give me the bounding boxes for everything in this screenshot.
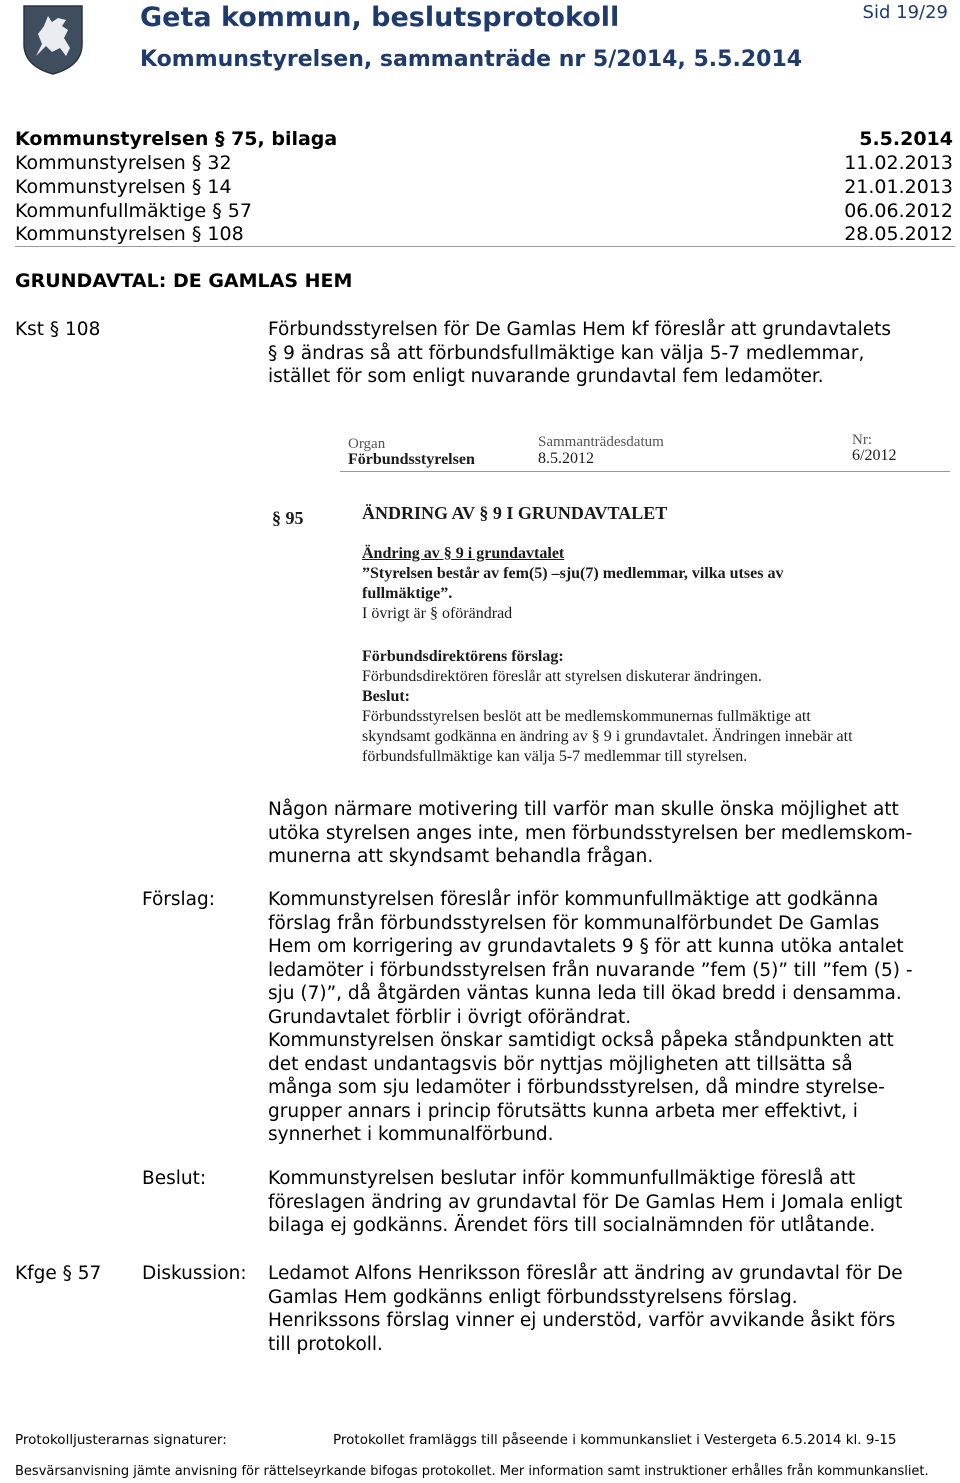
text-line: Någon närmare motivering till varför man skulle önska möjlighet att: [268, 799, 899, 820]
footer-signatures: Protokolljusterarnas signaturer:: [15, 1432, 227, 1448]
reference-date: 5.5.2014: [859, 128, 953, 150]
section-heading: GRUNDAVTAL: DE GAMLAS HEM: [15, 270, 353, 292]
scan-rule: [340, 471, 950, 472]
scan-text: Förbundsdirektören föreslår att styrelsen diskuterar ändringen.: [362, 668, 762, 685]
scan-section-title: ÄNDRING AV § 9 I GRUNDAVTALET: [362, 503, 668, 523]
text-line: många som sju ledamöter i förbundsstyrelsen, då mindre styrelse-: [268, 1077, 885, 1098]
scan-text: förbundsfullmäktige kan välja 5-7 medlemmar till styrelsen.: [362, 748, 748, 765]
scan-text: skyndsamt godkänna en ändring av § 9 i grundavtalet. Ändringen innebär att: [362, 728, 853, 745]
scan-date: 8.5.2012: [538, 450, 594, 467]
reference-date: 21.01.2013: [844, 176, 953, 198]
text-line: utöka styrelsen anges inte, men förbundsstyrelsen ber medlemskom-: [268, 822, 913, 844]
scan-date-label: Sammanträdesdatum: [538, 434, 664, 450]
scan-subheading: Ändring av § 9 i grundavtalet: [362, 545, 565, 562]
scan-nr: 6/2012: [852, 447, 897, 464]
beslut-label: Beslut:: [142, 1168, 207, 1189]
reference-date: 28.05.2012: [844, 223, 953, 245]
scan-text: I övrigt är § oförändrad: [362, 605, 513, 622]
text-line: förslag från förbundsstyrelsen för kommunalförbundet De Gamlas: [268, 912, 880, 934]
text-line: ledamöter i förbundsstyrelsen från nuvarande ”fem (5)” till ”fem (5) -: [268, 959, 913, 981]
text-line: Kommunstyrelsen föreslår inför kommunfullmäktige att godkänna: [268, 889, 879, 910]
scan-quote: fullmäktige”.: [362, 585, 453, 602]
text-line: sju (7)”, då åtgärden väntas kunna leda till ökad bredd i densamma.: [268, 983, 902, 1004]
reference-label: Kommunstyrelsen § 32: [15, 152, 232, 174]
kst-paragraph: [268, 318, 958, 389]
divider: [15, 246, 955, 247]
forslag-paragraph: [268, 888, 958, 1147]
scan-organ: Förbundsstyrelsen: [348, 451, 475, 468]
scan-nr-label: Nr:: [852, 432, 872, 448]
diskussion-label: Diskussion:: [142, 1263, 247, 1284]
text-line: munerna att skyndsamt behandla frågan.: [268, 846, 654, 867]
motivation-paragraph: [268, 798, 958, 869]
text-line: Förbundsstyrelsen för De Gamlas Hem kf föreslår att grundavtalets: [268, 319, 892, 340]
kst-label: Kst § 108: [15, 319, 101, 340]
text-line: Hem om korrigering av grundavtalets 9 § för att kunna utöka antalet: [268, 936, 904, 957]
text-line: det endast undantagsvis bör nyttjas möjligheten att tillsätta så: [268, 1053, 853, 1075]
scan-subheading: Förbundsdirektörens förslag:: [362, 648, 564, 665]
text-line: Kommunstyrelsen önskar samtidigt också påpeka ståndpunkten att: [268, 1030, 894, 1051]
reference-label: Kommunstyrelsen § 75, bilaga: [15, 128, 338, 150]
document-subtitle: Kommunstyrelsen, sammanträde nr 5/2014, 5.5.2014: [140, 47, 803, 72]
text-line: Henrikssons förslag vinner ej understöd, varför avvikande åsikt förs: [268, 1310, 896, 1331]
beslut-paragraph: [268, 1167, 958, 1238]
text-line: istället för som enligt nuvarande grundavtal fem ledamöter.: [268, 366, 824, 387]
text-line: Kommunstyrelsen beslutar inför kommunfullmäktige föreslå att: [268, 1168, 856, 1189]
text-line: § 9 ändras så att förbundsfullmäktige kan välja 5-7 medlemmar,: [268, 342, 865, 364]
scan-text: Förbundsstyrelsen beslöt att be medlemskommunernas fullmäktige att: [362, 708, 811, 725]
reference-date: 11.02.2013: [844, 152, 953, 174]
reference-label: Kommunstyrelsen § 108: [15, 223, 244, 245]
text-line: bilaga ej godkänns. Ärendet förs till socialnämnden för utlåtande.: [268, 1215, 876, 1236]
scan-decision-label: Beslut:: [362, 688, 410, 705]
document-title: Geta kommun, beslutsprotokoll: [140, 2, 620, 33]
footer-notice: Protokollet framläggs till påseende i kommunkansliet i Vestergeta 6.5.2014 kl. 9-15: [333, 1432, 897, 1448]
footer-appeal: Besvärsanvisning jämte anvisning för rättelseyrkande bifogas protokollet. Mer information samt instruktioner erhålles från kommunkansliet.: [15, 1464, 929, 1479]
scan-section: § 95: [272, 508, 304, 528]
text-line: till protokoll.: [268, 1333, 383, 1355]
page-number: Sid 19/29: [862, 2, 948, 23]
scan-quote: ”Styrelsen består av fem(5) –sju(7) medlemmar, vilka utses av: [362, 565, 784, 582]
text-line: Grundavtalet förblir i övrigt oförändrat.: [268, 1006, 632, 1028]
text-line: grupper annars i princip förutsätts kunna arbeta mer effektivt, i: [268, 1100, 858, 1122]
kfge-label: Kfge § 57: [15, 1263, 102, 1284]
forslag-label: Förslag:: [142, 889, 215, 910]
scan-organ-label: Organ: [348, 436, 386, 452]
text-line: synnerhet i kommunalförbund.: [268, 1124, 554, 1145]
reference-date: 06.06.2012: [844, 200, 953, 222]
coat-of-arms-logo: [22, 4, 84, 76]
kfge-paragraph: [268, 1262, 958, 1356]
text-line: Ledamot Alfons Henriksson föreslår att ändring av grundavtal för De: [268, 1263, 903, 1284]
text-line: Gamlas Hem godkänns enligt förbundsstyrelsens förslag.: [268, 1286, 798, 1308]
reference-label: Kommunstyrelsen § 14: [15, 176, 232, 198]
text-line: föreslagen ändring av grundavtal för De Gamlas Hem i Jomala enligt: [268, 1191, 903, 1213]
reference-label: Kommunfullmäktige § 57: [15, 200, 252, 222]
